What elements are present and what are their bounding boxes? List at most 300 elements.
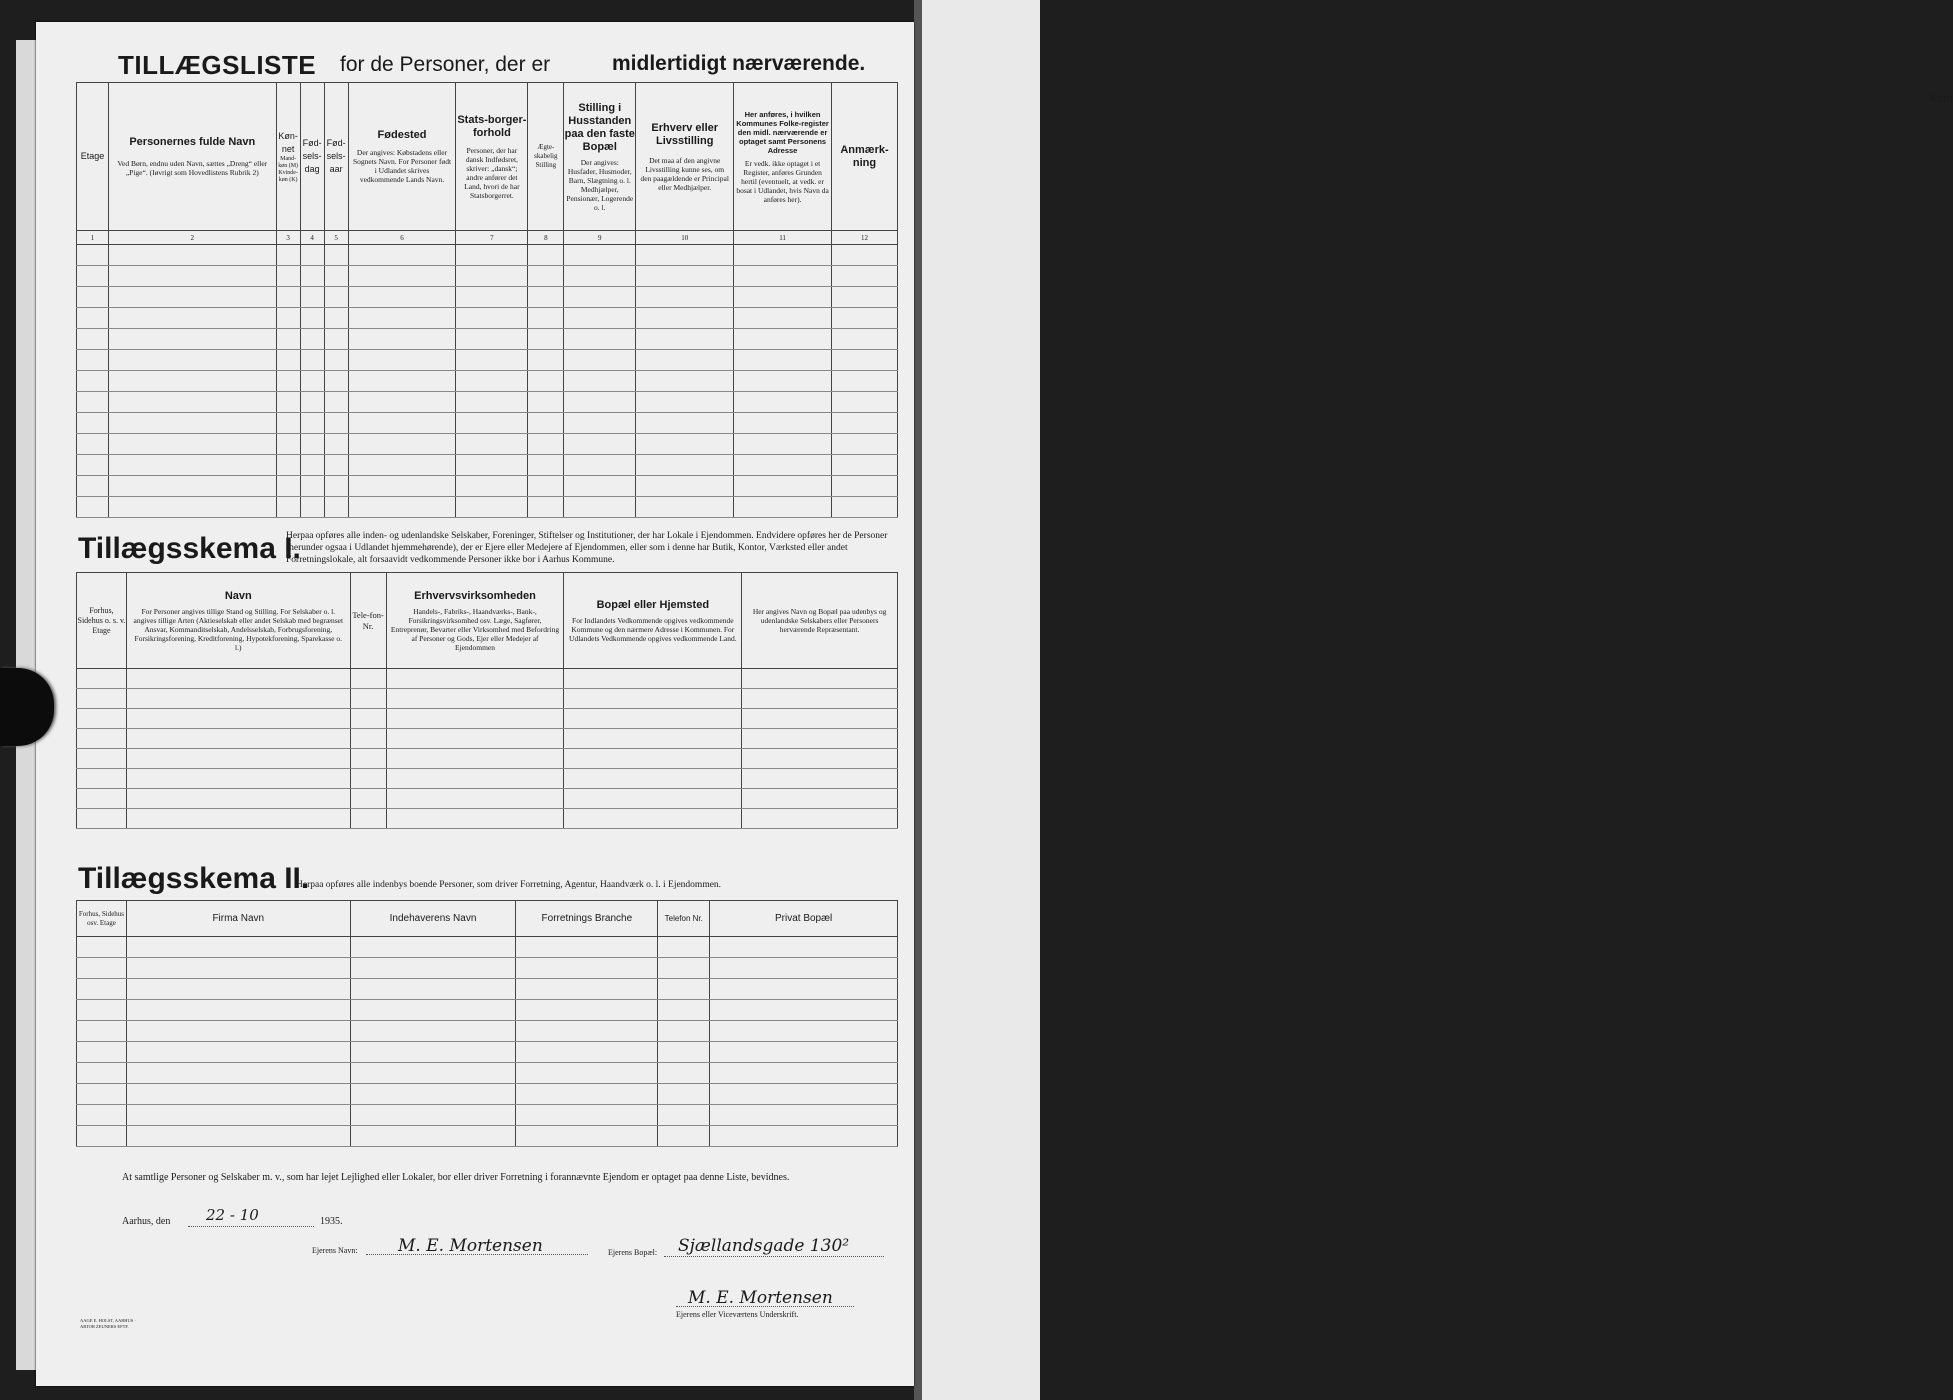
table-cell xyxy=(636,371,734,392)
table-row xyxy=(77,392,898,413)
table-cell xyxy=(77,1021,127,1042)
main-table-column-numbers xyxy=(77,231,898,245)
table-cell xyxy=(658,1063,710,1084)
table-cell xyxy=(348,329,456,350)
table-cell xyxy=(324,350,348,371)
table-cell xyxy=(300,287,324,308)
table-cell xyxy=(516,937,658,958)
table-row xyxy=(77,1126,898,1147)
table-cell xyxy=(528,497,564,518)
table-cell xyxy=(386,809,564,829)
table-cell xyxy=(658,1126,710,1147)
table-cell xyxy=(324,266,348,287)
col-number: 1 xyxy=(77,231,109,245)
table-row xyxy=(77,1105,898,1126)
table-cell xyxy=(300,371,324,392)
table-cell xyxy=(77,958,127,979)
table-cell xyxy=(456,266,528,287)
table-cell xyxy=(456,413,528,434)
table-cell xyxy=(528,287,564,308)
table-row xyxy=(77,434,898,455)
form-title-bold-end: midlertidigt nærværende. xyxy=(612,52,866,75)
table-cell xyxy=(636,413,734,434)
table-cell xyxy=(831,371,897,392)
table-cell xyxy=(300,434,324,455)
table-cell xyxy=(324,413,348,434)
table-cell xyxy=(456,308,528,329)
table-cell xyxy=(77,455,109,476)
table-cell xyxy=(831,455,897,476)
table-cell xyxy=(350,729,386,749)
table-cell xyxy=(77,308,109,329)
table-cell xyxy=(324,245,348,266)
col-fodselsdag: Fød-sels-dag xyxy=(300,83,324,231)
table-cell xyxy=(386,769,564,789)
table-cell xyxy=(324,329,348,350)
table-cell xyxy=(528,266,564,287)
table-cell xyxy=(108,455,276,476)
table-cell xyxy=(386,749,564,769)
table-cell xyxy=(742,669,898,689)
table-cell xyxy=(300,350,324,371)
table-cell xyxy=(276,434,300,455)
table-cell xyxy=(710,1126,898,1147)
table-cell xyxy=(516,958,658,979)
table-cell xyxy=(386,709,564,729)
table-cell xyxy=(77,749,127,769)
table-cell xyxy=(77,729,127,749)
col-etage: Etage xyxy=(77,83,109,231)
table-cell xyxy=(276,266,300,287)
table-cell xyxy=(350,789,386,809)
table-cell xyxy=(108,350,276,371)
table-cell xyxy=(77,1126,127,1147)
table-cell xyxy=(348,434,456,455)
table-cell xyxy=(528,476,564,497)
table-cell xyxy=(528,308,564,329)
table-row xyxy=(77,329,898,350)
table-cell xyxy=(126,789,350,809)
col-number: 9 xyxy=(564,231,636,245)
table-row xyxy=(77,1042,898,1063)
table-cell xyxy=(564,350,636,371)
table-row xyxy=(77,287,898,308)
table-cell xyxy=(350,769,386,789)
col-number: 2 xyxy=(108,231,276,245)
s1-col-navn: Navn For Personer angives tillige Stand og Stilling. For Selskaber o. l. angives tillige Arten (Aktieselskab eller andet Selskab med begrænset Ansvar, Kommanditselskab, Andelsselskab, Forbrugsforening, Forsikringsforening, Kreditforening, Hypotekforening, Sparekasse o. l.) xyxy=(126,573,350,669)
table-cell xyxy=(276,350,300,371)
table-cell xyxy=(831,497,897,518)
table-cell xyxy=(456,329,528,350)
table-cell xyxy=(636,455,734,476)
owner-address-line xyxy=(664,1256,884,1257)
table-cell xyxy=(564,371,636,392)
table-cell xyxy=(350,1000,516,1021)
col-kon: Køn-net Mand-køn (M) Kvinde-køn (K) xyxy=(276,83,300,231)
table-cell xyxy=(516,1000,658,1021)
table-cell xyxy=(126,669,350,689)
table-cell xyxy=(276,329,300,350)
table-cell xyxy=(831,392,897,413)
table-cell xyxy=(77,434,109,455)
table-row xyxy=(77,308,898,329)
s1-col-telefon: Tele-fon-Nr. xyxy=(350,573,386,669)
table-cell xyxy=(564,729,742,749)
table-cell xyxy=(516,1021,658,1042)
table-cell xyxy=(636,329,734,350)
table-cell xyxy=(77,266,109,287)
table-cell xyxy=(456,392,528,413)
form-title: TILLÆGSLISTE xyxy=(118,50,317,80)
table-cell xyxy=(734,308,832,329)
col-stilling: Stilling i Husstanden paa den faste Bopæl Der angives: Husfader, Husmoder, Barn, Slægtning o. l. Medhjælper, Pensionær, Logerende o. l. xyxy=(564,83,636,231)
table-cell xyxy=(564,476,636,497)
table-cell xyxy=(108,434,276,455)
table-cell xyxy=(658,1000,710,1021)
table-cell xyxy=(348,245,456,266)
table-cell xyxy=(658,958,710,979)
table-cell xyxy=(564,329,636,350)
table-cell xyxy=(710,937,898,958)
table-cell xyxy=(658,937,710,958)
table-cell xyxy=(126,769,350,789)
table-cell xyxy=(564,689,742,709)
year-label: 1935. xyxy=(320,1216,343,1227)
table-cell xyxy=(528,245,564,266)
table-cell xyxy=(324,392,348,413)
facing-page xyxy=(918,0,1953,1400)
table-cell xyxy=(710,1105,898,1126)
table-cell xyxy=(324,434,348,455)
table-cell xyxy=(300,245,324,266)
table-cell xyxy=(742,789,898,809)
table-cell xyxy=(350,1105,516,1126)
table-cell xyxy=(300,308,324,329)
table-cell xyxy=(742,809,898,829)
table-cell xyxy=(734,287,832,308)
col-number: 8 xyxy=(528,231,564,245)
table-cell xyxy=(276,497,300,518)
table-cell xyxy=(108,413,276,434)
table-cell xyxy=(831,476,897,497)
table-cell xyxy=(456,455,528,476)
table-cell xyxy=(126,1126,350,1147)
table-cell xyxy=(108,497,276,518)
table-cell xyxy=(564,287,636,308)
table-cell xyxy=(77,329,109,350)
table-row xyxy=(77,1021,898,1042)
table-cell xyxy=(300,413,324,434)
table-cell xyxy=(276,287,300,308)
date-handwritten: 22 - 10 xyxy=(206,1206,259,1224)
table-cell xyxy=(77,1105,127,1126)
table-cell xyxy=(710,1000,898,1021)
table-cell xyxy=(348,455,456,476)
table-cell xyxy=(734,245,832,266)
signature-line xyxy=(676,1306,854,1307)
table-cell xyxy=(126,1105,350,1126)
table-cell xyxy=(350,749,386,769)
table-cell xyxy=(77,1000,127,1021)
table-cell xyxy=(126,689,350,709)
table-cell xyxy=(77,689,127,709)
table-cell xyxy=(658,1021,710,1042)
table-row xyxy=(77,266,898,287)
table-cell xyxy=(350,809,386,829)
table-row xyxy=(77,413,898,434)
col-number: 11 xyxy=(734,231,832,245)
table-cell xyxy=(456,434,528,455)
s2-col-etage: Forhus, Sidehus osv. Etage xyxy=(77,901,127,937)
table-cell xyxy=(77,937,127,958)
skema1-table xyxy=(76,572,898,829)
table-cell xyxy=(636,434,734,455)
table-cell xyxy=(636,476,734,497)
skema1-note: Herpaa opføres alle inden- og udenlandske Selskaber, Foreninger, Stiftelser og Institutioner, der har Lokale i Ejendommen. Endvidere opføres her de Personer (herunder ogsaa i Udlandet hjemmehørende), der er Ejere eller Medejere af Ejendommen, eller som i denne har Butik, Kontor, Værksted eller andet Forretningslokale, alt forsaavidt vedkommende Personer ikke bor i Aarhus Kommune. xyxy=(286,531,888,565)
col-fodselsaar: Fød-sels-aar xyxy=(324,83,348,231)
table-row xyxy=(77,1063,898,1084)
skema1-title: Tillægsskema I. xyxy=(78,532,301,565)
table-row xyxy=(77,1000,898,1021)
date-line xyxy=(188,1226,314,1227)
table-cell xyxy=(734,476,832,497)
table-cell xyxy=(108,329,276,350)
table-cell xyxy=(324,455,348,476)
table-row xyxy=(77,497,898,518)
table-row xyxy=(77,729,898,749)
table-cell xyxy=(564,413,636,434)
table-cell xyxy=(564,749,742,769)
skema2-note: Herpaa opføres alle indenbys boende Personer, som driver Forretning, Agentur, Haandværk o. l. i Ejendommen. xyxy=(296,880,722,890)
skema2-title: Tillægsskema II. xyxy=(78,862,310,895)
table-cell xyxy=(300,476,324,497)
table-cell xyxy=(77,1063,127,1084)
table-cell xyxy=(350,1063,516,1084)
table-cell xyxy=(516,979,658,1000)
table-cell xyxy=(516,1042,658,1063)
table-cell xyxy=(831,434,897,455)
table-cell xyxy=(528,350,564,371)
table-cell xyxy=(350,1126,516,1147)
table-cell xyxy=(126,1021,350,1042)
table-cell xyxy=(456,245,528,266)
table-cell xyxy=(710,979,898,1000)
table-cell xyxy=(77,392,109,413)
table-cell xyxy=(77,809,127,829)
table-cell xyxy=(350,689,386,709)
table-cell xyxy=(108,371,276,392)
table-cell xyxy=(658,1105,710,1126)
col-number: 4 xyxy=(300,231,324,245)
table-cell xyxy=(77,287,109,308)
table-cell xyxy=(276,392,300,413)
table-cell xyxy=(77,350,109,371)
table-cell xyxy=(831,350,897,371)
col-navn: Personernes fulde Navn Ved Børn, endnu uden Navn, sættes „Dreng“ eller „Pige“. (Iøvrigt som Hovedlistens Rubrik 2) xyxy=(108,83,276,231)
table-row xyxy=(77,350,898,371)
table-cell xyxy=(108,308,276,329)
table-cell xyxy=(108,287,276,308)
table-cell xyxy=(564,392,636,413)
table-cell xyxy=(386,689,564,709)
table-cell xyxy=(350,1042,516,1063)
table-cell xyxy=(528,434,564,455)
table-cell xyxy=(348,266,456,287)
table-cell xyxy=(831,287,897,308)
main-register-table xyxy=(76,82,898,518)
table-cell xyxy=(734,434,832,455)
owner-name-handwritten: M. E. Mortensen xyxy=(398,1236,543,1256)
table-cell xyxy=(108,392,276,413)
s2-col-branche: Forretnings Branche xyxy=(516,901,658,937)
table-row xyxy=(77,455,898,476)
table-cell xyxy=(77,476,109,497)
table-cell xyxy=(350,979,516,1000)
table-cell xyxy=(564,497,636,518)
table-row xyxy=(77,709,898,729)
table-cell xyxy=(386,669,564,689)
table-cell xyxy=(350,1084,516,1105)
table-cell xyxy=(126,1000,350,1021)
table-cell xyxy=(636,287,734,308)
table-cell xyxy=(126,979,350,1000)
table-row xyxy=(77,809,898,829)
table-row xyxy=(77,749,898,769)
table-cell xyxy=(126,958,350,979)
table-cell xyxy=(126,1063,350,1084)
table-cell xyxy=(528,455,564,476)
table-cell xyxy=(348,476,456,497)
table-cell xyxy=(742,689,898,709)
table-cell xyxy=(350,937,516,958)
table-cell xyxy=(516,1063,658,1084)
table-cell xyxy=(516,1084,658,1105)
table-cell xyxy=(324,497,348,518)
table-cell xyxy=(126,709,350,729)
col-number: 7 xyxy=(456,231,528,245)
table-cell xyxy=(734,329,832,350)
col-anmaerkning: Anmærk-ning xyxy=(831,83,897,231)
table-cell xyxy=(300,329,324,350)
table-row xyxy=(77,245,898,266)
table-cell xyxy=(126,749,350,769)
table-cell xyxy=(126,809,350,829)
table-cell xyxy=(564,789,742,809)
table-cell xyxy=(350,709,386,729)
skema2-header xyxy=(77,901,898,937)
table-cell xyxy=(348,287,456,308)
table-cell xyxy=(636,350,734,371)
table-cell xyxy=(742,709,898,729)
table-cell xyxy=(658,1042,710,1063)
table-row xyxy=(77,476,898,497)
s2-col-telefon: Telefon Nr. xyxy=(658,901,710,937)
table-cell xyxy=(126,937,350,958)
table-cell xyxy=(276,371,300,392)
col-statsborger: Stats-borger-forhold Personer, der har dansk Indfødsret, skriver: „dansk“; andre anfører det Land, hvori de har Statsborgerret. xyxy=(456,83,528,231)
table-cell xyxy=(734,497,832,518)
table-cell xyxy=(300,266,324,287)
table-row xyxy=(77,669,898,689)
table-cell xyxy=(456,476,528,497)
table-cell xyxy=(710,1084,898,1105)
table-cell xyxy=(734,455,832,476)
s2-col-bopael: Privat Bopæl xyxy=(710,901,898,937)
table-row xyxy=(77,1084,898,1105)
table-row xyxy=(77,689,898,709)
table-cell xyxy=(348,392,456,413)
table-cell xyxy=(564,308,636,329)
table-row xyxy=(77,371,898,392)
table-cell xyxy=(742,729,898,749)
col-number: 10 xyxy=(636,231,734,245)
table-row xyxy=(77,769,898,789)
table-cell xyxy=(300,392,324,413)
s1-col-repraesentant: Her angives Navn og Bopæl paa udenbys og udenlandske Selskabers eller Personers herværende Repræsentant. xyxy=(742,573,898,669)
table-cell xyxy=(456,371,528,392)
table-cell xyxy=(710,1042,898,1063)
table-cell xyxy=(276,308,300,329)
col-folkeregister: Her anføres, i hvilken Kommunes Folke-register den midl. nærværende er optaget samt Personens Adresse Er vedk. ikke optaget i et Register, anføres Grunden hertil (eventuelt, at vedk. er bosat i Udlandet, hvis Navn da anføres her). xyxy=(734,83,832,231)
table-cell xyxy=(831,308,897,329)
col-number: 12 xyxy=(831,231,897,245)
table-cell xyxy=(636,266,734,287)
table-cell xyxy=(564,245,636,266)
table-cell xyxy=(742,769,898,789)
table-cell xyxy=(126,1084,350,1105)
table-cell xyxy=(350,669,386,689)
table-row xyxy=(77,979,898,1000)
printer-imprint: AAGE E. HOLST, AARHUS · ARTOB ZEUNERS EFTF. xyxy=(80,1318,136,1329)
table-cell xyxy=(710,1021,898,1042)
col-aegteskab: Ægte-skabelig Stilling xyxy=(528,83,564,231)
table-cell xyxy=(516,1105,658,1126)
table-cell xyxy=(108,476,276,497)
table-cell xyxy=(348,350,456,371)
signature-label: Ejerens eller Viceværtens Underskrift. xyxy=(676,1310,799,1319)
table-cell xyxy=(276,455,300,476)
table-cell xyxy=(742,749,898,769)
table-cell xyxy=(348,308,456,329)
table-cell xyxy=(831,329,897,350)
table-cell xyxy=(734,413,832,434)
table-cell xyxy=(77,1084,127,1105)
table-cell xyxy=(564,669,742,689)
table-cell xyxy=(456,497,528,518)
table-cell xyxy=(276,413,300,434)
table-cell xyxy=(831,245,897,266)
owner-name-label: Ejerens Navn: xyxy=(312,1246,358,1255)
table-cell xyxy=(636,392,734,413)
table-cell xyxy=(564,434,636,455)
facing-page-text: Kom xyxy=(1930,93,1953,105)
table-cell xyxy=(386,729,564,749)
table-cell xyxy=(710,1063,898,1084)
table-cell xyxy=(324,371,348,392)
table-cell xyxy=(831,266,897,287)
table-cell xyxy=(516,1126,658,1147)
s1-col-bopael: Bopæl eller Hjemsted For Indlandets Vedkommende opgives vedkommende Kommune og den nærmere Adresse i Kommunen. For Udlandets Vedkommende opgives vedkommende Land. xyxy=(564,573,742,669)
table-cell xyxy=(77,789,127,809)
table-cell xyxy=(77,413,109,434)
col-number: 6 xyxy=(348,231,456,245)
s2-col-indehaver: Indehaverens Navn xyxy=(350,901,516,937)
attestation-text: At samtlige Personer og Selskaber m. v., som har lejet Lejlighed eller Lokaler, bor eller driver Forretning i forannævnte Ejendom er optaget paa denne Liste, bevidnes. xyxy=(122,1172,790,1183)
col-number: 3 xyxy=(276,231,300,245)
table-cell xyxy=(658,979,710,1000)
s1-col-etage: Forhus, Sidehus o. s. v. Etage xyxy=(77,573,127,669)
s1-col-erhverv: Erhvervsvirksomheden Handels-, Fabriks-, Haandværks-, Bank-, Forsikringsvirksomhed osv. Læge, Sagfører, Entreprenør, Bevarter eller Virksomhed med Befordring af Personer og Gods, Ejer eller Medejer af Ejendommen xyxy=(386,573,564,669)
